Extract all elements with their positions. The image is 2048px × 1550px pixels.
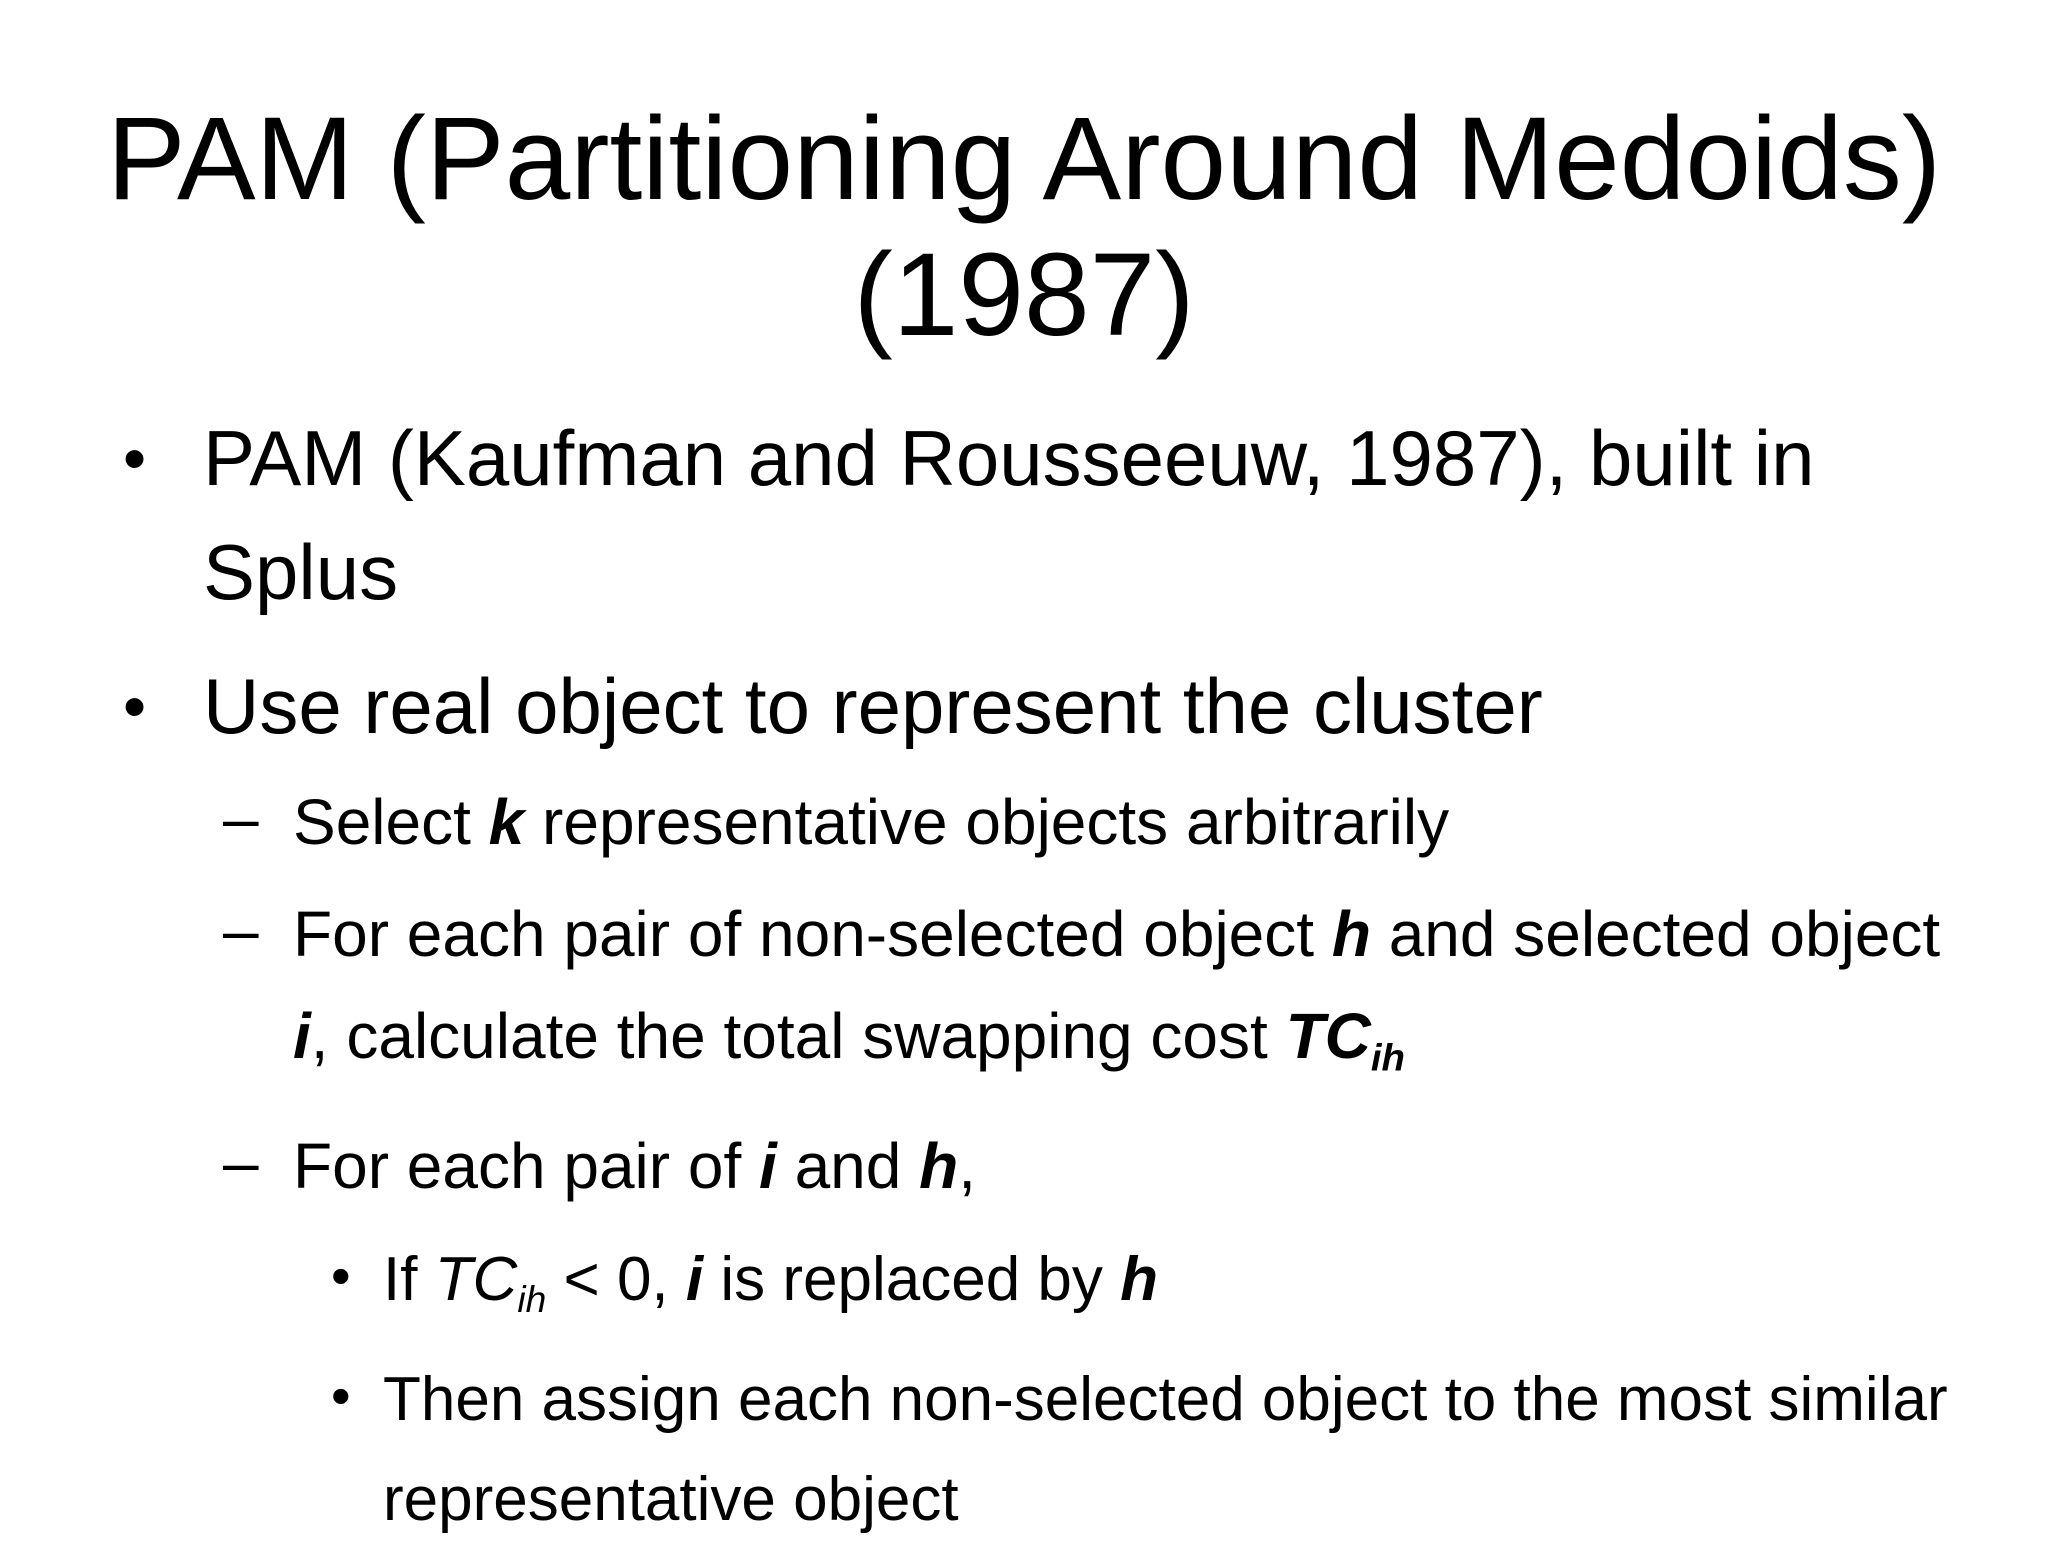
tc-subscript: ih xyxy=(1370,1036,1405,1080)
variable-tc xyxy=(434,1245,547,1320)
sub-sub-bullet-text-mid: < 0, xyxy=(546,1245,686,1314)
bullet-icon: • xyxy=(123,669,147,743)
variable-h: h xyxy=(919,1130,959,1202)
sub-sub-bullet-replace xyxy=(331,1230,1983,1330)
dash-icon: – xyxy=(223,782,259,854)
bullet-icon: • xyxy=(331,1364,351,1427)
bullet-real-object xyxy=(123,649,1963,763)
variable-k: k xyxy=(488,786,525,858)
bullet-text: Use real object to represent the cluster xyxy=(203,662,1543,750)
sub-sub-bullet-text-mid2: is replaced by xyxy=(703,1245,1121,1314)
bullet-icon: • xyxy=(331,1244,351,1307)
sub-bullet-text-pre: Select xyxy=(293,786,489,858)
title-line-2: (1987) xyxy=(853,229,1195,362)
sub-bullet-text-pre: For each pair of xyxy=(293,1130,759,1202)
bullet-icon: • xyxy=(123,421,147,495)
title-line-1: PAM (Partitioning Around Medoids) xyxy=(106,93,1942,226)
variable-i: i xyxy=(685,1245,704,1314)
sub-sub-bullet-text: Then assign each non-selected object to the most similar representative object xyxy=(383,1365,1948,1534)
sub-sub-bullet-text-pre: If xyxy=(383,1245,435,1314)
sub-bullet-each-pair xyxy=(223,1115,1973,1217)
bullet-pam-origin xyxy=(123,401,1963,629)
tc-main: TC xyxy=(434,1245,518,1314)
dash-icon: – xyxy=(223,1126,259,1198)
slide-title xyxy=(0,91,2048,363)
sub-bullet-text-post: representative objects arbitrarily xyxy=(524,786,1450,858)
variable-h: h xyxy=(1331,898,1371,970)
sub-bullet-text-post: , calculate the total swapping cost xyxy=(310,1000,1286,1072)
variable-h: h xyxy=(1120,1245,1158,1314)
tc-main: TC xyxy=(1285,1000,1371,1072)
dash-icon: – xyxy=(223,894,259,966)
bullet-text: PAM (Kaufman and Rousseeuw, 1987), built in Splus xyxy=(203,414,1815,616)
variable-i: i xyxy=(293,1000,311,1072)
sub-bullet-swap-cost xyxy=(223,883,1973,1087)
sub-bullet-select-k xyxy=(223,771,1973,873)
tc-subscript: ih xyxy=(517,1277,547,1320)
sub-bullet-text-mid: and selected object xyxy=(1370,898,1941,970)
sub-bullet-text-mid: and xyxy=(776,1130,920,1202)
sub-bullet-text-pre: For each pair of non-selected object xyxy=(293,898,1332,970)
variable-tc xyxy=(1285,1000,1405,1080)
variable-i: i xyxy=(759,1130,777,1202)
sub-sub-bullet-assign xyxy=(331,1350,1983,1550)
sub-bullet-text-post: , xyxy=(958,1130,976,1202)
